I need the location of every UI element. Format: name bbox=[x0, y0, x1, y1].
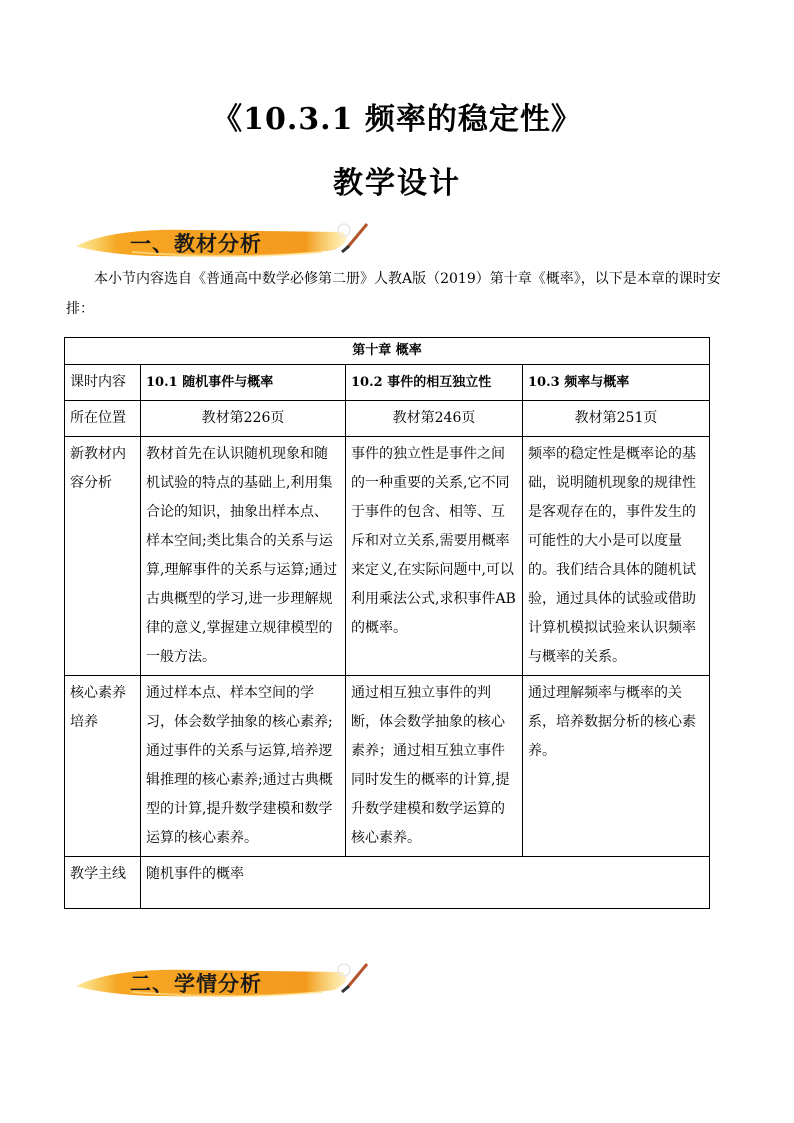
table-cell: 教学主线 bbox=[65, 857, 141, 909]
table-cell: 核心素养培养 bbox=[65, 676, 141, 857]
table-cell: 通过相互独立事件的判断，体会数学抽象的核心素养；通过相互独立事件同时发生的概率的计算,提升数学建模和数学运算的核心素养。 bbox=[346, 676, 523, 857]
table-cell: 教材第251页 bbox=[523, 401, 710, 437]
section-heading: 二、学情分析 bbox=[130, 972, 262, 996]
table-cell: 频率的稳定性是概率论的基础，说明随机现象的规律性是客观存在的，事件发生的可能性的大小是可以度量的。我们结合具体的随机试验，通过具体的试验或借助计算机模拟试验来认识频率与概率的关系。 bbox=[523, 437, 710, 676]
section-banner-student-analysis bbox=[72, 958, 372, 1006]
document-subtitle: 教学设计 bbox=[333, 166, 461, 201]
table-cell: 10.2 事件的相互独立性 bbox=[346, 365, 523, 401]
table-cell: 所在位置 bbox=[65, 401, 141, 437]
intro-paragraph: 本小节内容选自《普通高中数学必修第二册》人教A版（2019）第十章《概率》，以下是本章的课时安排： bbox=[66, 271, 721, 317]
section-banner-textbook-analysis bbox=[72, 218, 372, 266]
table-cell: 10.3 频率与概率 bbox=[523, 365, 710, 401]
table-row bbox=[65, 365, 710, 401]
table-row bbox=[65, 437, 710, 676]
document-title: 《10.3.1 频率的稳定性》 bbox=[212, 102, 582, 137]
table-row bbox=[65, 401, 710, 437]
table-row bbox=[65, 676, 710, 857]
table-cell: 事件的独立性是事件之间的一种重要的关系,它不同于事件的包含、相等、互斥和对立关系,需要用概率来定义,在实际问题中,可以利用乘法公式,求积事件AB的概率。 bbox=[346, 437, 523, 676]
lesson-schedule-table bbox=[64, 337, 710, 909]
table-cell: 10.1 随机事件与概率 bbox=[141, 365, 346, 401]
table-cell: 教材第226页 bbox=[141, 401, 346, 437]
table-row bbox=[65, 338, 710, 365]
table-cell: 教材首先在认识随机现象和随机试验的特点的基础上,利用集合论的知识，抽象出样本点、样本空间;类比集合的关系与运算,理解事件的关系与运算;通过古典概型的学习,进一步理解规律的意义,掌握建立规律模型的一般方法。 bbox=[141, 437, 346, 676]
table-cell: 教材第246页 bbox=[346, 401, 523, 437]
table-cell: 新教材内容分析 bbox=[65, 437, 141, 676]
table-cell: 通过理解频率与概率的关系，培养数据分析的核心素养。 bbox=[523, 676, 710, 857]
table-cell: 课时内容 bbox=[65, 365, 141, 401]
section-heading: 一、教材分析 bbox=[130, 232, 262, 256]
chapter-header-cell: 第十章 概率 bbox=[65, 338, 710, 365]
table-cell: 通过样本点、样本空间的学习，体会数学抽象的核心素养;通过事件的关系与运算,培养逻辑推理的核心素养;通过古典概型的计算,提升数学建模和数学运算的核心素养。 bbox=[141, 676, 346, 857]
table-cell: 随机事件的概率 bbox=[141, 857, 710, 909]
table-row bbox=[65, 857, 710, 909]
